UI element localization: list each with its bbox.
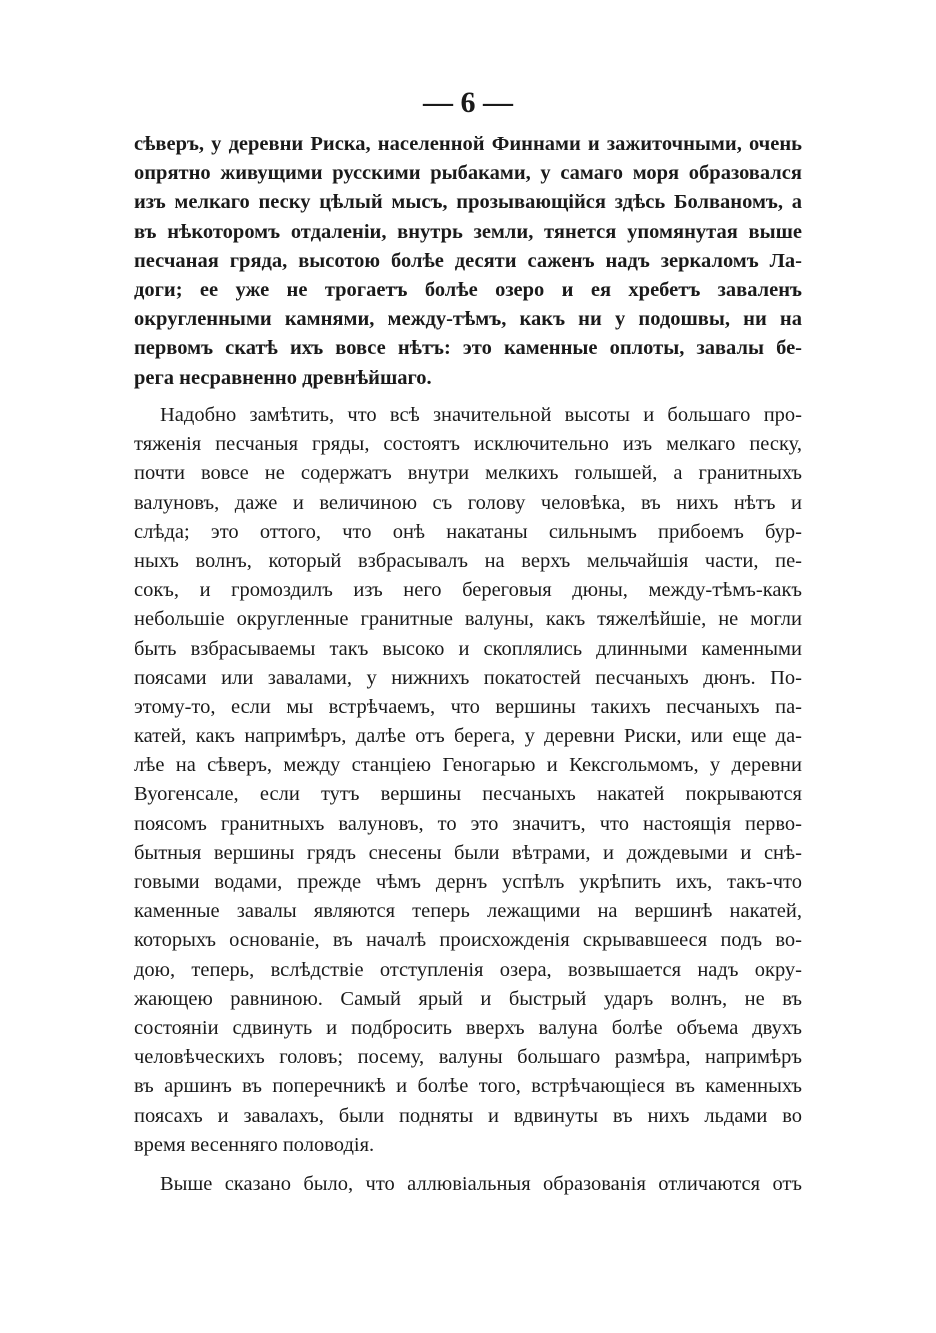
text-line: Надобно замѣтить, что всѣ значительной высоты и большаго про- [160,404,802,426]
text-line: слѣда; это оттого, что онѣ накатаны сильнымъ прибоемъ бур- [134,520,802,543]
text-line: сокъ, и громоздилъ изъ него береговыя дюны, между-тѣмъ-какъ [134,579,802,602]
text-line: каменные завалы являются теперь лежащими на вершинѣ накатей, [134,900,802,923]
text-line: округленными камнями, между-тѣмъ, какъ ни у подошвы, ни на [134,308,802,331]
text-line: изъ мелкаго песку цѣлый мысъ, прозывающійся здѣсь Болваномъ, а [134,191,802,214]
paragraph-2 [134,401,802,1160]
text-line: катей, какъ напримѣръ, далѣе отъ берега, у деревни Риски, или еще да- [134,725,802,748]
text-line: Выше сказано было, что аллювіальныя образованія отличаются отъ [160,1173,802,1195]
text-line: ныхъ волнъ, который взбрасывалъ на верхъ мельчайшія части, пе- [134,549,802,572]
text-line: которыхъ основаніе, въ началѣ происхожденія скрывавшееся подъ во- [134,929,802,952]
text-line: поясомъ гранитныхъ валуновъ, то это значитъ, что настоящія перво- [134,812,802,835]
text-line: въ аршинъ въ поперечникѣ и болѣе того, встрѣчающіеся въ каменныхъ [134,1075,802,1098]
text-line: бытныя вершины грядъ снесены были вѣтрами, и дождевыми и снѣ- [134,841,802,864]
text-line: первомъ скатѣ ихъ вовсе нѣтъ: это каменные оплоты, завалы бе- [134,337,802,360]
page-number: — 6 — [423,86,513,119]
text-line: въ нѣкоторомъ отдаленіи, внутрь земли, тянется упомянутая выше [134,220,802,243]
paragraph-1 [134,130,802,393]
text-line: быть взбрасываемы такъ высоко и скоплялись длинными каменными [134,637,802,660]
text-line: состояніи сдвинуть и подбросить вверхъ валуна болѣе объема двухъ [134,1016,802,1039]
text-line: небольшіе округленные гранитные валуны, какъ тяжелѣйшіе, не могли [134,608,802,631]
text-line: жающею равниною. Самый ярый и быстрый ударъ волнъ, не въ [134,987,802,1010]
text-line: Вуогенсале, если тутъ вершины песчаныхъ накатей покрываются [134,783,802,806]
text-line: тяженія песчаныя гряды, состоятъ исключительно изъ мелкаго песку, [134,433,802,456]
text-line: поясами или завалами, у нижнихъ покатостей песчаныхъ дюнъ. По- [134,666,802,689]
text-line: поясахъ и завалахъ, были подняты и вдвинуты въ нихъ льдами во [134,1104,802,1127]
text-line: этому-то, если мы встрѣчаемъ, что вершины такихъ песчаныхъ па- [134,695,802,718]
text-line: рега несравненно древнѣйшаго. [134,366,432,389]
text-line: опрятно живущими русскими рыбаками, у самаго моря образовался [134,162,802,185]
text-line: время весенняго половодія. [134,1133,375,1156]
text-line: почти вовсе не содержатъ внутри мелкихъ голышей, а гранитныхъ [134,462,802,485]
text-line: доги; ее уже не трогаетъ болѣе озеро и ея хребетъ заваленъ [134,278,802,301]
text-line: человѣческихъ головъ; посему, валуны большаго размѣра, напримѣръ [134,1046,802,1069]
text-line: дою, теперь, вслѣдствіе отступленія озера, возвышается надъ окру- [134,958,802,981]
text-line: лѣе на сѣверъ, между станціею Геногарью и Кексгольмомъ, у деревни [134,754,802,777]
text-line: говыми водами, прежде чѣмъ дернъ успѣлъ укрѣпить ихъ, такъ-что [134,871,802,893]
text-line: валуновъ, даже и величиною съ голову человѣка, въ нихъ нѣтъ и [134,491,802,514]
paragraph-3 [134,1170,802,1199]
text-line: сѣверъ, у деревни Риска, населенной Финнами и зажиточными, очень [134,133,802,155]
text-line: песчаная гряда, высотою болѣе десяти саженъ надъ зеркаломъ Ла- [134,249,802,272]
